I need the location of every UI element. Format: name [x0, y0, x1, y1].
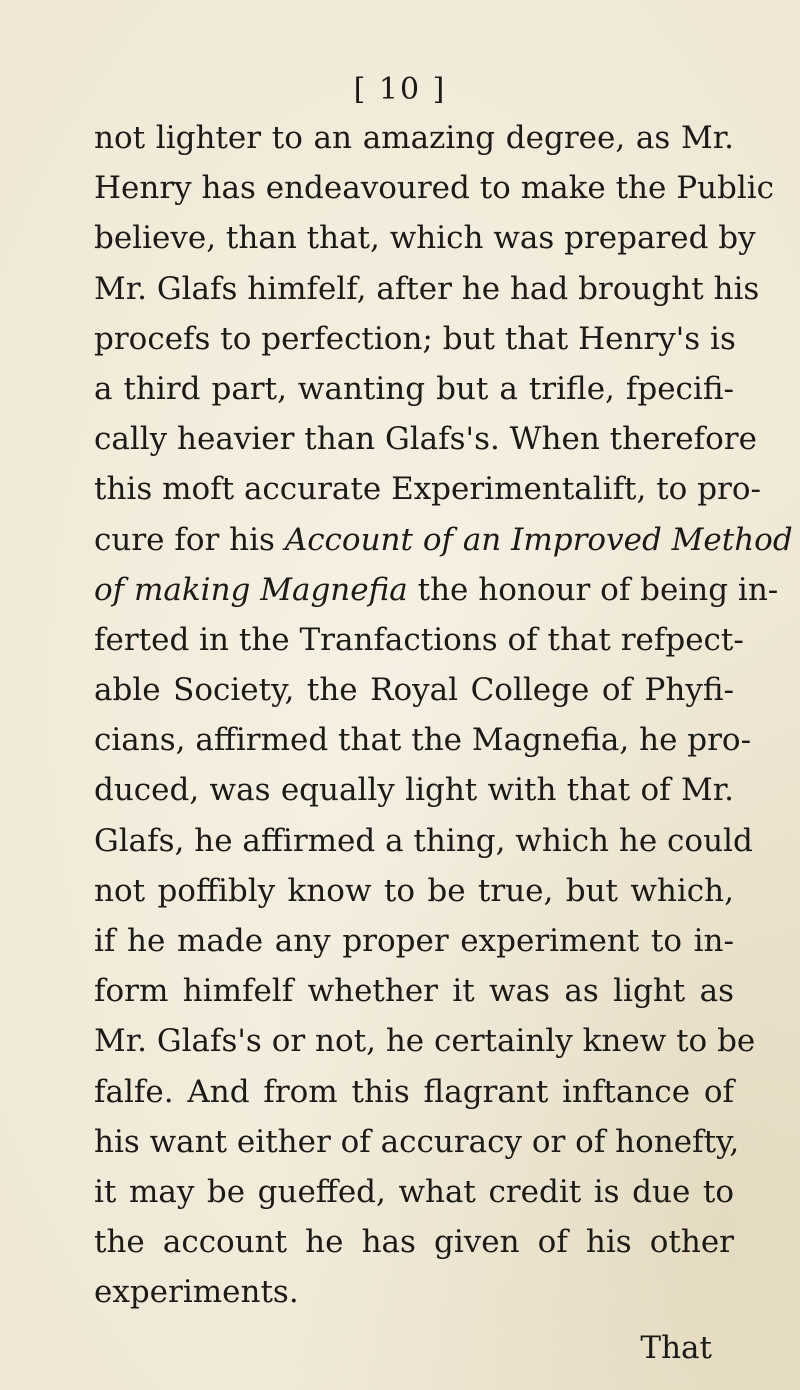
- text-line: a third part, wanting but a trifle, fpecifi-: [94, 370, 734, 407]
- text-line: believe, than that, which was prepared by: [94, 220, 756, 257]
- italic-title: of making Magnefia: [94, 571, 408, 608]
- text-line: procefs to perfection; but that Henry's is: [94, 320, 736, 357]
- text-line: ferted in the Tranfactions of that refpect-: [94, 621, 744, 658]
- text-line: duced, was equally light with that of Mr.: [94, 772, 734, 809]
- text-line: if he made any proper experiment to in-: [94, 923, 734, 959]
- text-line: able Society, the Royal College of Phyfi-: [94, 672, 734, 709]
- body-text: [94, 113, 793, 1318]
- text-line: not poffibly know to be true, but which,: [94, 872, 734, 909]
- text-line: cally heavier than Glafs's. When therefore: [94, 421, 757, 458]
- text-line: Mr. Glafs's or not, he certainly knew to be: [94, 1023, 756, 1060]
- text-line: cians, affirmed that the Magnefia, he pro-: [94, 722, 752, 759]
- text-line: Glafs, he affirmed a thing, which he could: [94, 822, 753, 859]
- text-line: cure for his Account of an Improved Method: [94, 521, 793, 558]
- text-line: Henry has endeavoured to make the Public: [94, 170, 775, 207]
- text-line: the account he has given of his other: [94, 1224, 734, 1261]
- text-line: experiments.: [94, 1274, 299, 1311]
- text-line: this moft accurate Experimentalift, to pro-: [94, 471, 761, 508]
- italic-title: Account of an Improved Method: [284, 521, 793, 558]
- text-line: it may be gueffed, what credit is due to: [94, 1173, 734, 1210]
- page-number-header: [ 10 ]: [353, 72, 447, 107]
- catchword: That: [640, 1330, 712, 1366]
- text-line: falfe. And from this flagrant inftance of: [94, 1073, 734, 1110]
- text-line: of making Magnefia the honour of being in-: [94, 571, 779, 608]
- text-line: not lighter to an amazing degree, as Mr.: [94, 120, 734, 156]
- text-line: form himfelf whether it was as light as: [94, 973, 734, 1010]
- text-line: Mr. Glafs himfelf, after he had brought his: [94, 270, 760, 307]
- text-line: his want either of accuracy or of honefty,: [94, 1123, 740, 1160]
